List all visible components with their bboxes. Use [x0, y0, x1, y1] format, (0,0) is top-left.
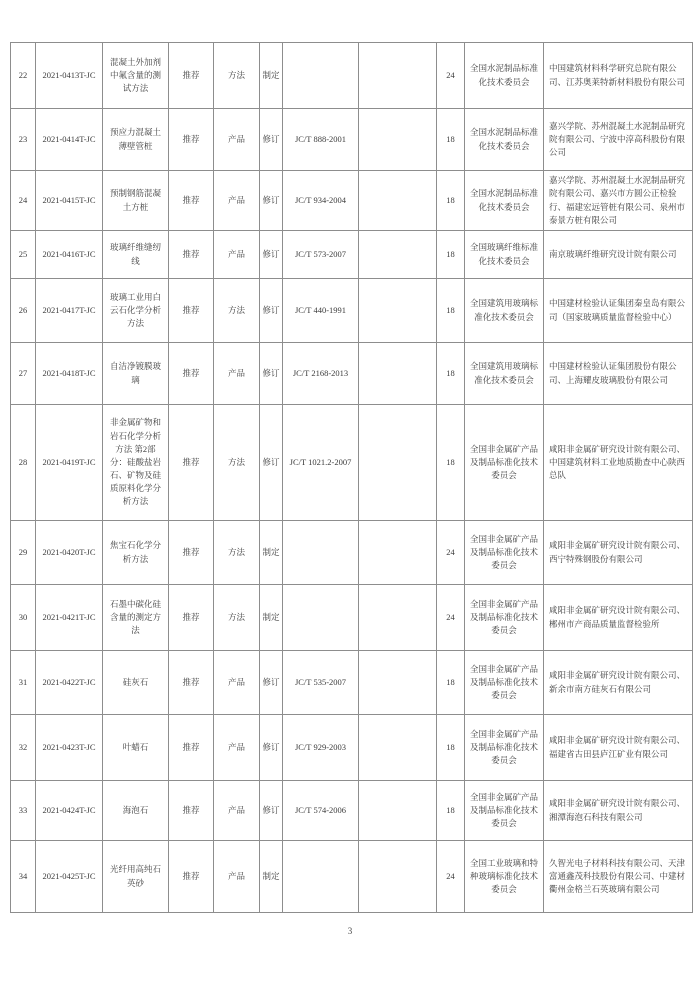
cell-cycle: 24: [437, 841, 465, 913]
table-row: [11, 231, 693, 279]
cell-seq: 26: [11, 279, 36, 343]
table-row: [11, 43, 693, 109]
cell-plan-number: 2021-0419T-JC: [36, 405, 103, 521]
cell-revised-standard: [283, 43, 359, 109]
cell-plan-number: 2021-0421T-JC: [36, 585, 103, 651]
cell-category: 产品: [214, 715, 260, 781]
cell-drafting-orgs: 咸阳非金属矿研究设计院有限公司、西宁特殊钢股份有限公司: [544, 521, 693, 585]
cell-plan-number: 2021-0418T-JC: [36, 343, 103, 405]
cell-nature: 推荐: [169, 405, 214, 521]
table-row: [11, 521, 693, 585]
cell-blank: [359, 781, 437, 841]
cell-category: 方法: [214, 43, 260, 109]
cell-seq: 29: [11, 521, 36, 585]
cell-blank: [359, 841, 437, 913]
cell-plan-number: 2021-0422T-JC: [36, 651, 103, 715]
cell-committee: 全国非金属矿产品及制品标准化技术委员会: [465, 715, 544, 781]
cell-seq: 33: [11, 781, 36, 841]
cell-action: 制定: [260, 841, 283, 913]
cell-committee: 全国水泥制品标准化技术委员会: [465, 109, 544, 171]
cell-category: 产品: [214, 231, 260, 279]
cell-blank: [359, 43, 437, 109]
cell-committee: 全国建筑用玻璃标准化技术委员会: [465, 343, 544, 405]
cell-action: 修订: [260, 715, 283, 781]
table-row: [11, 279, 693, 343]
cell-category: 方法: [214, 585, 260, 651]
cell-committee: 全国非金属矿产品及制品标准化技术委员会: [465, 405, 544, 521]
cell-plan-number: 2021-0417T-JC: [36, 279, 103, 343]
cell-committee: 全国水泥制品标准化技术委员会: [465, 43, 544, 109]
cell-drafting-orgs: 中国建材检验认证集团股份有限公司、上海耀皮玻璃股份有限公司: [544, 343, 693, 405]
cell-category: 方法: [214, 405, 260, 521]
table-row: [11, 109, 693, 171]
table-row: [11, 841, 693, 913]
cell-project-name: 叶蜡石: [103, 715, 169, 781]
cell-project-name: 玻璃工业用白云石化学分析方法: [103, 279, 169, 343]
cell-nature: 推荐: [169, 43, 214, 109]
cell-blank: [359, 171, 437, 231]
cell-blank: [359, 109, 437, 171]
cell-cycle: 18: [437, 343, 465, 405]
cell-project-name: 预制钢筋混凝土方桩: [103, 171, 169, 231]
table-row: [11, 343, 693, 405]
cell-committee: 全国非金属矿产品及制品标准化技术委员会: [465, 781, 544, 841]
cell-revised-standard: [283, 521, 359, 585]
cell-action: 修订: [260, 651, 283, 715]
cell-committee: 全国建筑用玻璃标准化技术委员会: [465, 279, 544, 343]
cell-nature: 推荐: [169, 231, 214, 279]
cell-category: 产品: [214, 651, 260, 715]
table-body: [11, 43, 693, 913]
cell-revised-standard: JC/T 574-2006: [283, 781, 359, 841]
cell-action: 修订: [260, 781, 283, 841]
cell-revised-standard: JC/T 535-2007: [283, 651, 359, 715]
cell-seq: 31: [11, 651, 36, 715]
cell-action: 修订: [260, 405, 283, 521]
cell-category: 产品: [214, 171, 260, 231]
cell-seq: 32: [11, 715, 36, 781]
cell-category: 方法: [214, 521, 260, 585]
table-row: [11, 651, 693, 715]
cell-category: 方法: [214, 279, 260, 343]
cell-action: 修订: [260, 109, 283, 171]
cell-cycle: 24: [437, 585, 465, 651]
cell-revised-standard: JC/T 573-2007: [283, 231, 359, 279]
cell-seq: 22: [11, 43, 36, 109]
cell-nature: 推荐: [169, 585, 214, 651]
cell-drafting-orgs: 久智光电子材料科技有限公司、天津富通鑫茂科技股份有限公司、中建材衢州金格兰石英玻璃有限公司: [544, 841, 693, 913]
cell-revised-standard: [283, 585, 359, 651]
cell-revised-standard: JC/T 934-2004: [283, 171, 359, 231]
cell-project-name: 硅灰石: [103, 651, 169, 715]
cell-project-name: 石墨中碳化硅含量的测定方法: [103, 585, 169, 651]
cell-nature: 推荐: [169, 781, 214, 841]
cell-committee: 全国工业玻璃和特种玻璃标准化技术委员会: [465, 841, 544, 913]
cell-action: 制定: [260, 585, 283, 651]
cell-project-name: 焦宝石化学分析方法: [103, 521, 169, 585]
cell-committee: 全国非金属矿产品及制品标准化技术委员会: [465, 585, 544, 651]
cell-nature: 推荐: [169, 521, 214, 585]
cell-nature: 推荐: [169, 651, 214, 715]
cell-project-name: 光纤用高纯石英砂: [103, 841, 169, 913]
cell-project-name: 非金属矿物和岩石化学分析方法 第2部分：硅酸盐岩石、矿物及硅质原料化学分析方法: [103, 405, 169, 521]
cell-category: 产品: [214, 841, 260, 913]
cell-revised-standard: JC/T 1021.2-2007: [283, 405, 359, 521]
cell-committee: 全国水泥制品标准化技术委员会: [465, 171, 544, 231]
cell-drafting-orgs: 嘉兴学院、苏州混凝土水泥制品研究院有限公司、宁波中淳高科股份有限公司: [544, 109, 693, 171]
cell-cycle: 18: [437, 715, 465, 781]
cell-drafting-orgs: 嘉兴学院、苏州混凝土水泥制品研究院有限公司、嘉兴市方圆公正检验行、福建宏远管桩有限公司、泉州市泰景方桩有限公司: [544, 171, 693, 231]
cell-project-name: 混凝土外加剂中氟含量的测试方法: [103, 43, 169, 109]
cell-blank: [359, 405, 437, 521]
cell-action: 制定: [260, 43, 283, 109]
cell-plan-number: 2021-0420T-JC: [36, 521, 103, 585]
standards-plan-table: [10, 42, 693, 913]
cell-action: 修订: [260, 279, 283, 343]
cell-project-name: 玻璃纤维缝纫线: [103, 231, 169, 279]
table-row: [11, 171, 693, 231]
page-number: 3: [347, 926, 353, 936]
cell-cycle: 18: [437, 781, 465, 841]
cell-committee: 全国非金属矿产品及制品标准化技术委员会: [465, 521, 544, 585]
cell-revised-standard: JC/T 888-2001: [283, 109, 359, 171]
cell-plan-number: 2021-0425T-JC: [36, 841, 103, 913]
cell-seq: 23: [11, 109, 36, 171]
cell-blank: [359, 715, 437, 781]
cell-cycle: 18: [437, 171, 465, 231]
cell-project-name: 自洁净镀膜玻璃: [103, 343, 169, 405]
cell-plan-number: 2021-0415T-JC: [36, 171, 103, 231]
cell-project-name: 海泡石: [103, 781, 169, 841]
cell-cycle: 24: [437, 43, 465, 109]
cell-cycle: 18: [437, 405, 465, 521]
cell-seq: 24: [11, 171, 36, 231]
cell-seq: 30: [11, 585, 36, 651]
cell-category: 产品: [214, 343, 260, 405]
cell-plan-number: 2021-0413T-JC: [36, 43, 103, 109]
cell-nature: 推荐: [169, 841, 214, 913]
cell-cycle: 18: [437, 279, 465, 343]
cell-drafting-orgs: 咸阳非金属矿研究设计院有限公司、中国建筑材料工业地质勘查中心陕西总队: [544, 405, 693, 521]
cell-cycle: 24: [437, 521, 465, 585]
cell-action: 修订: [260, 343, 283, 405]
cell-nature: 推荐: [169, 109, 214, 171]
cell-drafting-orgs: 咸阳非金属矿研究设计院有限公司、湘潭海泡石科技有限公司: [544, 781, 693, 841]
cell-seq: 25: [11, 231, 36, 279]
cell-blank: [359, 585, 437, 651]
cell-drafting-orgs: 中国建筑材料科学研究总院有限公司、江苏奥莱特新材料股份有限公司: [544, 43, 693, 109]
table-row: [11, 715, 693, 781]
cell-plan-number: 2021-0424T-JC: [36, 781, 103, 841]
cell-blank: [359, 279, 437, 343]
cell-drafting-orgs: 南京玻璃纤维研究设计院有限公司: [544, 231, 693, 279]
cell-category: 产品: [214, 109, 260, 171]
cell-revised-standard: [283, 841, 359, 913]
table-row: [11, 585, 693, 651]
cell-plan-number: 2021-0423T-JC: [36, 715, 103, 781]
cell-nature: 推荐: [169, 343, 214, 405]
cell-plan-number: 2021-0414T-JC: [36, 109, 103, 171]
cell-drafting-orgs: 中国建材检验认证集团秦皇岛有限公司（国家玻璃质量监督检验中心）: [544, 279, 693, 343]
cell-committee: 全国玻璃纤维标准化技术委员会: [465, 231, 544, 279]
cell-blank: [359, 343, 437, 405]
cell-cycle: 18: [437, 109, 465, 171]
cell-action: 制定: [260, 521, 283, 585]
cell-seq: 27: [11, 343, 36, 405]
cell-nature: 推荐: [169, 171, 214, 231]
cell-revised-standard: JC/T 2168-2013: [283, 343, 359, 405]
cell-revised-standard: JC/T 440-1991: [283, 279, 359, 343]
cell-blank: [359, 651, 437, 715]
cell-plan-number: 2021-0416T-JC: [36, 231, 103, 279]
cell-action: 修订: [260, 171, 283, 231]
cell-drafting-orgs: 咸阳非金属矿研究设计院有限公司、福建省古田县庐江矿业有限公司: [544, 715, 693, 781]
cell-blank: [359, 231, 437, 279]
cell-drafting-orgs: 咸阳非金属矿研究设计院有限公司、郴州市产商品质量监督检验所: [544, 585, 693, 651]
table-row: [11, 781, 693, 841]
table-row: [11, 405, 693, 521]
cell-drafting-orgs: 咸阳非金属矿研究设计院有限公司、新余市南方硅灰石有限公司: [544, 651, 693, 715]
cell-committee: 全国非金属矿产品及制品标准化技术委员会: [465, 651, 544, 715]
cell-seq: 28: [11, 405, 36, 521]
cell-cycle: 18: [437, 651, 465, 715]
cell-revised-standard: JC/T 929-2003: [283, 715, 359, 781]
cell-seq: 34: [11, 841, 36, 913]
cell-project-name: 预应力混凝土薄壁管桩: [103, 109, 169, 171]
cell-nature: 推荐: [169, 279, 214, 343]
cell-action: 修订: [260, 231, 283, 279]
cell-blank: [359, 521, 437, 585]
cell-cycle: 18: [437, 231, 465, 279]
cell-category: 产品: [214, 781, 260, 841]
cell-nature: 推荐: [169, 715, 214, 781]
